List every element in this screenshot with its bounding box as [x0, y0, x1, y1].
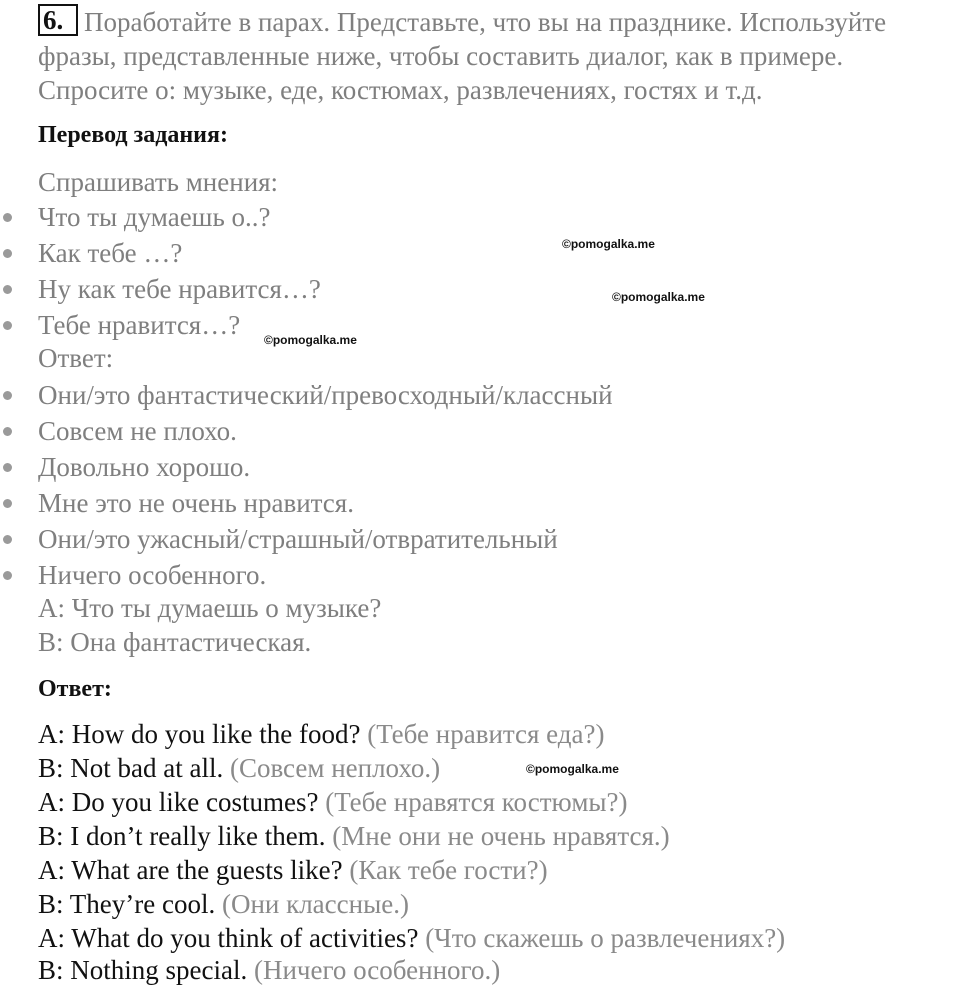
- answer-english: A: How do you like the food?: [38, 719, 361, 749]
- answer-line-8: [38, 954, 500, 986]
- watermark: ©pomogalka.me: [612, 290, 705, 304]
- watermark: ©pomogalka.me: [562, 237, 655, 251]
- answer-russian: (Ничего особенного.): [253, 955, 501, 985]
- reply-item-2: Совсем не плохо.: [38, 416, 237, 446]
- bullet-icon: [3, 213, 12, 222]
- ask-item-4: Тебе нравится…?: [38, 310, 241, 340]
- answer-heading: Ответ:: [38, 676, 112, 702]
- answer-russian: (Что скажешь о развлечениях?): [425, 923, 786, 953]
- answer-english: B: I don’t really like them.: [38, 821, 326, 851]
- example-line-1: A: Что ты думаешь о музыке?: [38, 593, 382, 623]
- answer-russian: (Тебе нравится еда?): [367, 719, 605, 749]
- bullet-icon: [3, 463, 12, 472]
- watermark: ©pomogalka.me: [526, 762, 619, 776]
- answer-english: A: Do you like costumes?: [38, 787, 319, 817]
- translation-heading: Перевод задания:: [38, 122, 228, 148]
- bullet-icon: [3, 499, 12, 508]
- ask-item-1: Что ты думаешь о..?: [38, 202, 271, 232]
- reply-item-6: Ничего особенного.: [38, 560, 267, 590]
- task-line-1: Поработайте в парах. Представьте, что вы на празднике. Используйте: [84, 7, 887, 37]
- answer-russian: (Тебе нравятся костюмы?): [325, 787, 628, 817]
- answer-russian: (Как тебе гости?): [349, 855, 548, 885]
- answer-line-4: [38, 820, 670, 852]
- reply-item-3: Довольно хорошо.: [38, 452, 251, 482]
- ask-item-2: Как тебе …?: [38, 238, 183, 268]
- bullet-icon: [3, 391, 12, 400]
- reply-item-5: Они/это ужасный/страшный/отвратительный: [38, 524, 558, 554]
- answer-russian: (Мне они не очень нравятся.): [332, 821, 670, 851]
- task-line-3: Спросите о: музыке, еде, костюмах, развлечениях, гостях и т.д.: [38, 75, 763, 105]
- reply-item-4: Мне это не очень нравится.: [38, 488, 354, 518]
- answer-line-2: [38, 752, 440, 784]
- answer-line-3: [38, 786, 628, 818]
- answer-line-6: [38, 888, 409, 920]
- answer-line-5: [38, 854, 548, 886]
- answer-english: B: Not bad at all.: [38, 753, 224, 783]
- answer-english: B: They’re cool.: [38, 889, 216, 919]
- answer-line-1: [38, 718, 605, 750]
- answer-english: B: Nothing special.: [38, 955, 248, 985]
- bullet-icon: [3, 571, 12, 580]
- ask-item-3: Ну как тебе нравится…?: [38, 274, 321, 304]
- ask-title: Спрашивать мнения:: [38, 167, 279, 197]
- bullet-icon: [3, 285, 12, 294]
- answer-english: A: What are the guests like?: [38, 855, 343, 885]
- task-number: 6.: [38, 4, 78, 36]
- answer-russian: (Они классные.): [221, 889, 409, 919]
- bullet-icon: [3, 321, 12, 330]
- reply-item-1: Они/это фантастический/превосходный/классный: [38, 380, 613, 410]
- bullet-icon: [3, 427, 12, 436]
- watermark: ©pomogalka.me: [264, 333, 357, 347]
- task-line-2: фразы, представленные ниже, чтобы составить диалог, как в примере.: [38, 41, 844, 71]
- bullet-icon: [3, 249, 12, 258]
- answer-line-7: [38, 922, 785, 954]
- bullet-icon: [3, 535, 12, 544]
- reply-title: Ответ:: [38, 343, 114, 373]
- answer-russian: (Совсем неплохо.): [229, 753, 441, 783]
- example-line-2: B: Она фантастическая.: [38, 627, 312, 657]
- answer-english: A: What do you think of activities?: [38, 923, 419, 953]
